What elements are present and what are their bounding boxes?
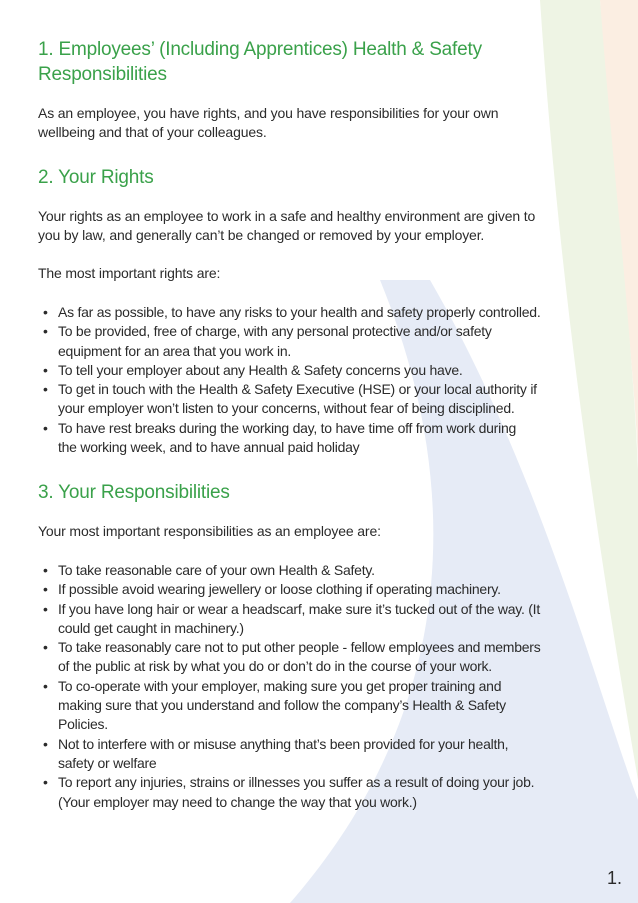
list-item-line: (Your employer may need to change the way that you work.): [58, 793, 417, 810]
list-item: [38, 361, 613, 380]
list-item: [38, 735, 613, 774]
list-item: [38, 773, 613, 812]
list-item-line: Not to interfere with or misuse anything that’s been provided for your health,: [58, 735, 509, 752]
paragraph-line: you by law, and generally can’t be changed or removed by your employer.: [38, 227, 485, 244]
list-item-line: To co-operate with your employer, making sure you get proper training and: [58, 677, 502, 694]
list-item: [38, 638, 613, 677]
section-heading-responsibilities: [38, 37, 482, 87]
section-heading-your-responsibilities: [38, 480, 230, 505]
heading-line: 1. Employees’ (Including Apprentices) Health & Safety: [38, 39, 482, 60]
paragraph-line: wellbeing and that of your colleagues.: [38, 124, 267, 141]
rights-intro: [38, 264, 608, 283]
rights-list: [38, 303, 613, 457]
list-item: [38, 322, 613, 361]
list-item-line: As far as possible, to have any risks to your health and safety properly controlled.: [58, 304, 541, 320]
list-item-line: making sure that you understand and follow the company’s Health & Safety: [58, 697, 506, 714]
list-item-line: Policies.: [58, 716, 108, 733]
responsibilities-intro: [38, 522, 608, 541]
list-item-line: the working week, and to have annual paid holiday: [58, 439, 360, 456]
intro-paragraph: [38, 104, 608, 143]
heading-text: 3. Your Responsibilities: [38, 482, 230, 503]
list-item: [38, 600, 613, 639]
list-item-line: If possible avoid wearing jewellery or loose clothing if operating machinery.: [58, 581, 501, 598]
list-item-line: could get caught in machinery.): [58, 619, 244, 636]
list-item-line: your employer won’t listen to your concerns, without fear of being disciplined.: [58, 400, 515, 417]
heading-line: Responsibilities: [38, 64, 167, 85]
list-item-line: To take reasonable care of your own Health & Safety.: [58, 562, 375, 578]
list-item: [38, 677, 613, 735]
list-item-line: equipment for an area that you work in.: [58, 342, 292, 359]
list-item-line: To get in touch with the Health & Safety Executive (HSE) or your local authority if: [58, 381, 537, 398]
list-item-line: To take reasonably care not to put other people - fellow employees and members: [58, 639, 541, 656]
list-item-line: To tell your employer about any Health & Safety concerns you have.: [58, 361, 463, 378]
page-number: 1.: [606, 868, 622, 888]
list-item-line: safety or welfare: [58, 754, 157, 771]
list-item-line: of the public at risk by what you do or don’t do in the course of your work.: [58, 658, 492, 675]
section-heading-rights: [38, 165, 154, 190]
paragraph-line: The most important rights are:: [38, 265, 221, 281]
list-item-line: To have rest breaks during the working day, to have time off from work during: [58, 419, 517, 436]
list-item: [38, 561, 613, 580]
list-item-line: To report any injuries, strains or illnesses you suffer as a result of doing your job.: [58, 774, 535, 791]
rights-paragraph: [38, 207, 608, 246]
responsibilities-list: [38, 561, 613, 812]
list-item: [38, 419, 613, 458]
list-item-line: If you have long hair or wear a headscarf, make sure it’s tucked out of the way. (It: [58, 600, 540, 617]
heading-text: 2. Your Rights: [38, 167, 154, 188]
list-item: [38, 580, 613, 599]
list-item-line: To be provided, free of charge, with any personal protective and/or safety: [58, 323, 492, 340]
paragraph-line: Your most important responsibilities as an employee are:: [38, 523, 381, 539]
list-item: [38, 303, 613, 322]
paragraph-line: Your rights as an employee to work in a safe and healthy environment are given to: [38, 208, 536, 224]
paragraph-line: As an employee, you have rights, and you have responsibilities for your own: [38, 105, 499, 121]
list-item: [38, 380, 613, 419]
